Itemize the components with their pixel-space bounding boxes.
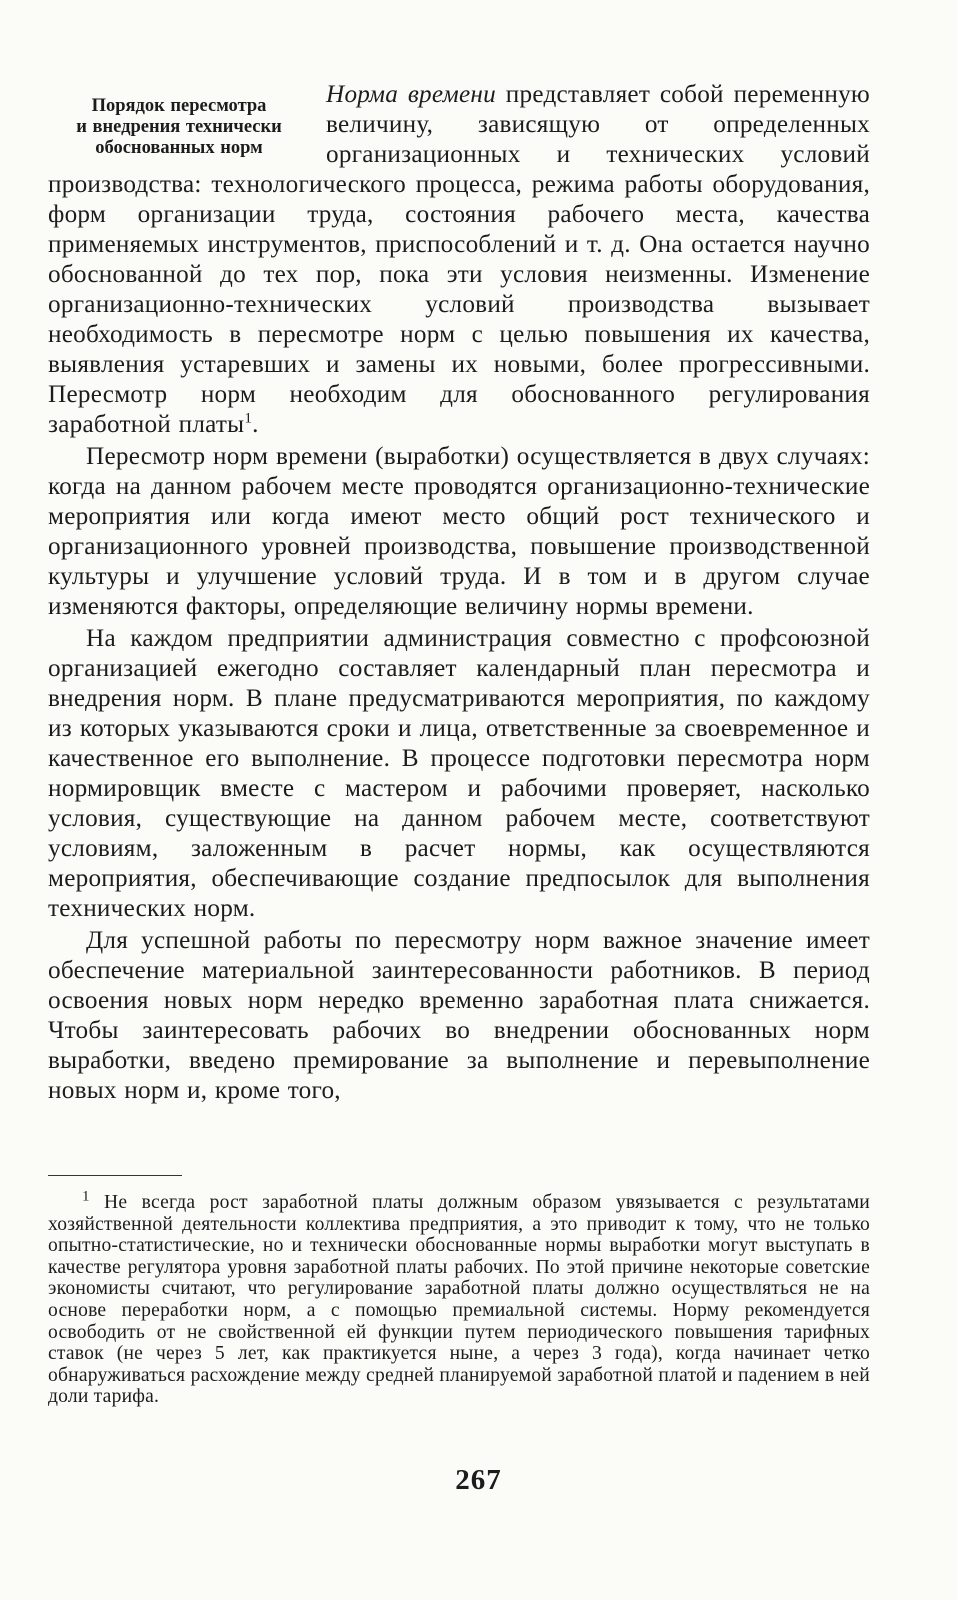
paragraph-2: Пересмотр норм времени (выработки) осуществляется в двух случаях: когда на данном рабочем месте проводятся организационно-технические мероприятия или когда имеют место общий рост технического и организационного уровней производства, повышение производственной культуры и улучшение условий труда. И в том и в другом случае изменяются факторы, определяющие величину нормы времени.: [48, 443, 870, 620]
margin-heading-line-1: Порядок пересмотра: [91, 96, 267, 116]
page-number: 267: [455, 1464, 502, 1496]
margin-heading-line-2: и внедрения технически: [76, 117, 282, 137]
margin-heading: [48, 96, 310, 159]
footnote-paragraph: [48, 1188, 870, 1408]
paragraph-3: На каждом предприятии администрация совместно с профсоюзной организацией ежегодно составляет календарный план пересмотра и внедрения норм. В плане предусматриваются мероприятия, по каждому из которых указываются сроки и лица, ответственные за своевременное и качественное его выполнение. В процессе подготовки пересмотра норм нормировщик вместе с мастером и рабочими проверяет, насколько условия, существующие на данном рабочем месте, соответствуют условиям, заложенным в расчет нормы, как осуществляются мероприятия, обеспечивающие создание предпосылок для выполнения технических норм.: [48, 625, 870, 922]
footnote-mark: 1: [82, 1188, 90, 1205]
paragraph-4: Для успешной работы по пересмотру норм важное значение имеет обеспечение материальной заинтересованности работников. В период освоения новых норм нередко временно заработная плата снижается. Чтобы заинтересовать рабочих во внедрении обоснованных норм выработки, введено премирование за выполнение и перевыполнение новых норм и, кроме того,: [48, 927, 870, 1104]
footnote: [48, 1188, 870, 1408]
main-text: [48, 80, 870, 1106]
margin-heading-line-3: обоснованных норм: [95, 138, 263, 158]
italic-term: Норма времени: [326, 81, 496, 108]
footnote-separator: [48, 1175, 182, 1176]
paragraph-1-end: .: [252, 411, 259, 438]
footnote-text: Не всегда рост заработной платы должным образом увязывается с результатами хозяйственной деятельности коллектива предприятия, а это приводит к тому, что не только опытно-статистические, но и технически обоснованные нормы выработки могут выступать в качестве регулятора уровня заработной платы рабочих. По этой причине некоторые советские экономисты считают, что регулирование заработной платы должно осуществляться не на основе переработки норм, а с помощью премиальной системы. Норму рекомендуется освободить от не свойственной ей функции путем периодического повышения тарифных ставок (не через 5 лет, как практикуется ныне, а через 3 года), когда начинает четко обнаруживаться расхождение между средней планируемой заработной платой и падением в ней доли тарифа.: [48, 1192, 870, 1408]
paragraph-1-text: представляет собой переменную величину, зависящую от определенных организационных и технических условий производства: технологического процесса, режима работы оборудования, форм организации труда, состояния рабочего места, качества применяемых инструментов, приспособлений и т. д. Она остается научно обоснованной до тех пор, пока эти условия неизменны. Изменение организационно-технических условий производства вызывает необходимость в пересмотре норм с целью повышения их качества, выявления устаревших и замены их новыми, более прогрессивными. Пересмотр норм необходим для обоснованного регулирования заработной платы: [48, 81, 870, 438]
footnote-ref: 1: [244, 410, 253, 427]
